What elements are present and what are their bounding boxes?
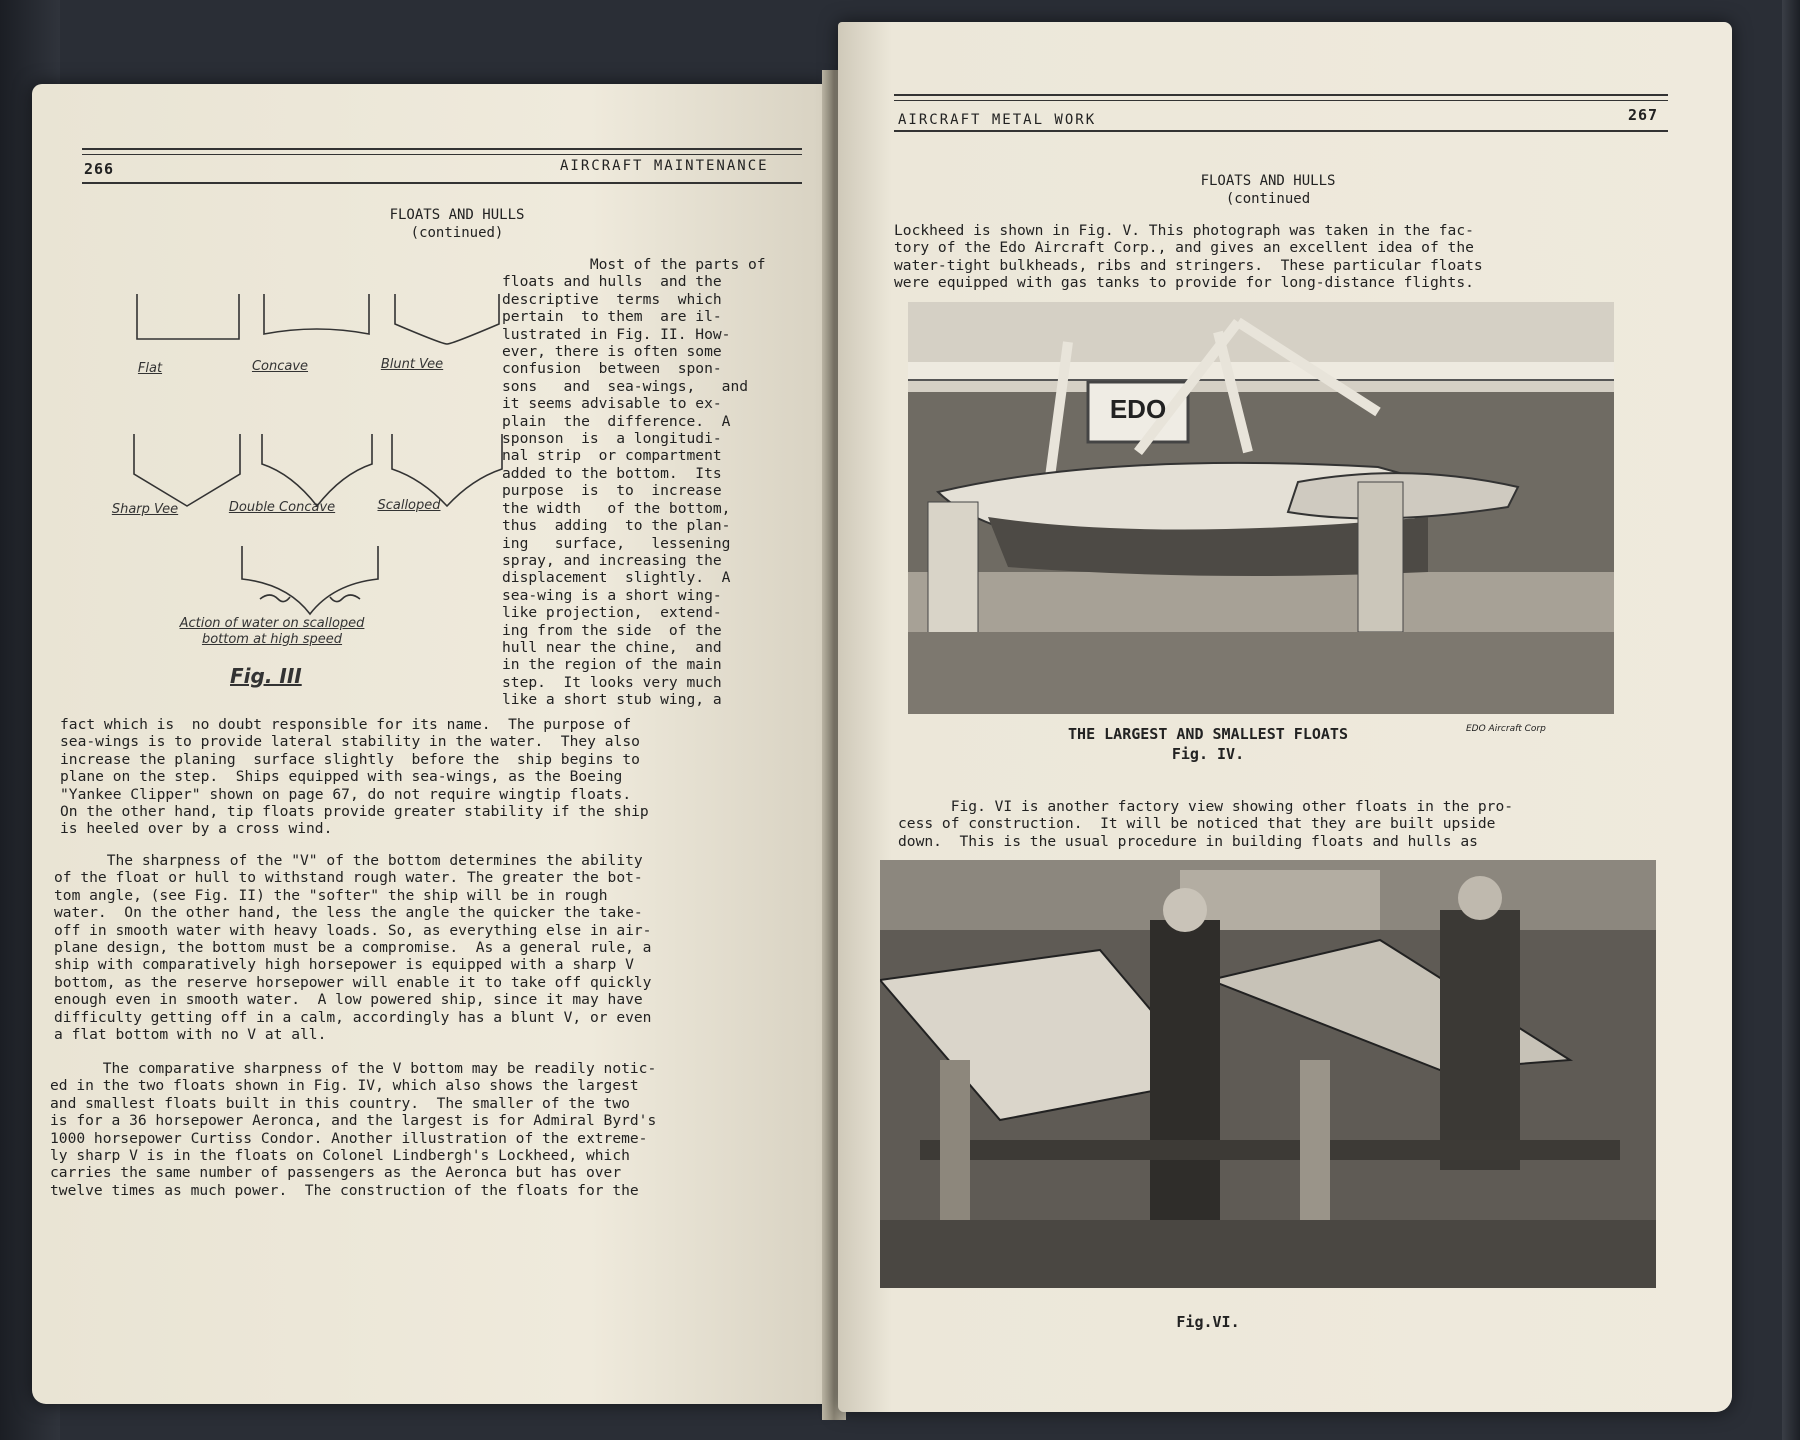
section-title-right: FLOATS AND HULLS <box>1200 173 1336 189</box>
edo-sign-text: EDO <box>1109 394 1167 424</box>
water-spray-lines <box>260 595 360 602</box>
running-head-right: AIRCRAFT METAL WORK <box>898 112 1097 128</box>
photo1-caption <box>988 724 1428 764</box>
photo1-credit: EDO Aircraft Corp <box>1466 724 1546 734</box>
hull-label-sharp-vee: Sharp Vee <box>111 502 179 517</box>
scallop-caption-line1: Action of water on scalloped <box>179 616 365 631</box>
blunt-vee-hull-shape <box>395 294 499 344</box>
sharp-vee-hull-shape <box>134 434 240 506</box>
hull-label-double-concave: Double Concave <box>228 500 336 515</box>
scalloped-hull-shape <box>392 434 502 506</box>
photo2-caption-fig-vi: Fig.VI. <box>1176 1313 1240 1331</box>
hull-label-scalloped: Scalloped <box>377 498 441 513</box>
left-page <box>32 84 828 1404</box>
book-cover-right <box>1782 0 1800 1440</box>
paragraph-comparative-sharpness: The comparative sharpness of the V bottom may be readily notic- ed in the two floats shown in Fig. IV, which also shows the largest and smallest floats built in this country. The smaller of the two is for a 36 horsepower Aeronca, and the largest is for Admiral Byrd's 1000 horsepower Curtiss Condor. Another illustration of the extreme- ly sharp V is in the floats on Colonel Lindbergh's Lockheed, which carries the same number of passengers as the Aeronca but has over twelve times as much power. The construction of the floats for the <box>50 1060 657 1199</box>
hull-label-flat: Flat <box>137 361 163 376</box>
section-subtitle-right: (continued <box>1225 191 1311 207</box>
header-rule-top-right <box>894 94 1668 96</box>
header-rule-bottom <box>82 182 802 184</box>
running-head-left: AIRCRAFT MAINTENANCE <box>560 158 769 174</box>
fig-vi-paragraph: Fig. VI is another factory view showing other floats in the pro- cess of construction. It will be noticed that they are built upside down. This is the usual procedure in building floats and hulls as <box>898 798 1514 850</box>
hull-shapes-diagram <box>92 294 512 624</box>
scallop-caption-line2: bottom at high speed <box>201 632 343 647</box>
concave-hull-shape <box>264 294 369 334</box>
paragraph-sea-wings: fact which is no doubt responsible for its name. The purpose of sea-wings is to provide lateral stability in the water. They also increase the planing surface slightly before the ship begins to plane on the step. Ships equipped with sea-wings, as the Boeing "Yankee Clipper" shown on page 67, do not require wingtip floats. On the other hand, tip floats provide greater stability if the ship is heeled over by a cross wind. <box>60 716 649 838</box>
section-title: FLOATS AND HULLS <box>389 207 525 223</box>
double-concave-hull-shape <box>262 434 372 506</box>
photo-factory-construction <box>880 860 1656 1288</box>
intro-paragraph: Lockheed is shown in Fig. V. This photograph was taken in the fac- tory of the Edo Aircraft Corp., and gives an excellent idea of the water-tight bulkheads, ribs and stringers. These particular floats were equipped with gas tanks to provide for long-distance flights. <box>894 222 1483 292</box>
paragraph-v-sharpness: The sharpness of the "V" of the bottom determines the ability of the float or hull to withstand rough water. The greater the bot- tom angle, (see Fig. II) the "softer" the ship will be in rough water. On the other hand, the less the angle the quicker the take- off in smooth water with heavy loads. So, as everything else in air- plane design, the bottom must be a compromise. As a general rule, a ship with comparatively high horsepower is equipped with a sharp V bottom, as the reserve horsepower will enable it to take off quickly enough even in smooth water. A low powered ship, since it may have difficulty getting off in a calm, accordingly has a blunt V, or even a flat bottom with no V at all. <box>54 852 652 1044</box>
page-number-left: 266 <box>84 160 115 178</box>
header-rule-bottom-right <box>894 130 1668 132</box>
flat-hull-shape <box>137 294 239 339</box>
section-heading-left <box>292 206 622 242</box>
photo-largest-smallest-floats <box>908 302 1614 714</box>
header-rule-mid <box>82 154 802 155</box>
header-rule-top <box>82 148 802 150</box>
figure-label-fig-iii: Fig. III <box>230 664 302 688</box>
header-rule-mid-right <box>894 100 1668 101</box>
right-page <box>838 22 1732 1412</box>
hull-label-concave: Concave <box>251 359 309 374</box>
right-column-text: Most of the parts of floats and hulls and the descriptive terms which pertain to them are il- lustrated in Fig. II. How- ever, there is often some confusion between spon- sons and sea-wings, and it seems advisable to ex- plain the difference. A sponson is a longitudi- nal strip or compartment added to the bottom. Its purpose is to increase the width of the bottom, thus adding to the plan- ing surface, lessening spray, and increasing the displacement slightly. A sea-wing is a short wing- like projection, extend- ing from the side of the hull near the chine, and in the region of the main step. It looks very much like a short stub wing, a <box>502 256 766 709</box>
hull-label-blunt-vee: Blunt Vee <box>380 357 444 372</box>
photo-floats-illustration <box>908 302 1614 714</box>
scallop-water-action-shape <box>242 546 378 614</box>
page-number-right: 267 <box>1628 106 1659 124</box>
photo1-caption-title: THE LARGEST AND SMALLEST FLOATS <box>1068 725 1348 743</box>
section-heading-right <box>1038 172 1498 208</box>
photo-factory-illustration <box>880 860 1656 1288</box>
section-subtitle: (continued) <box>410 225 504 241</box>
photo1-caption-fig: Fig. IV. <box>1171 745 1245 763</box>
